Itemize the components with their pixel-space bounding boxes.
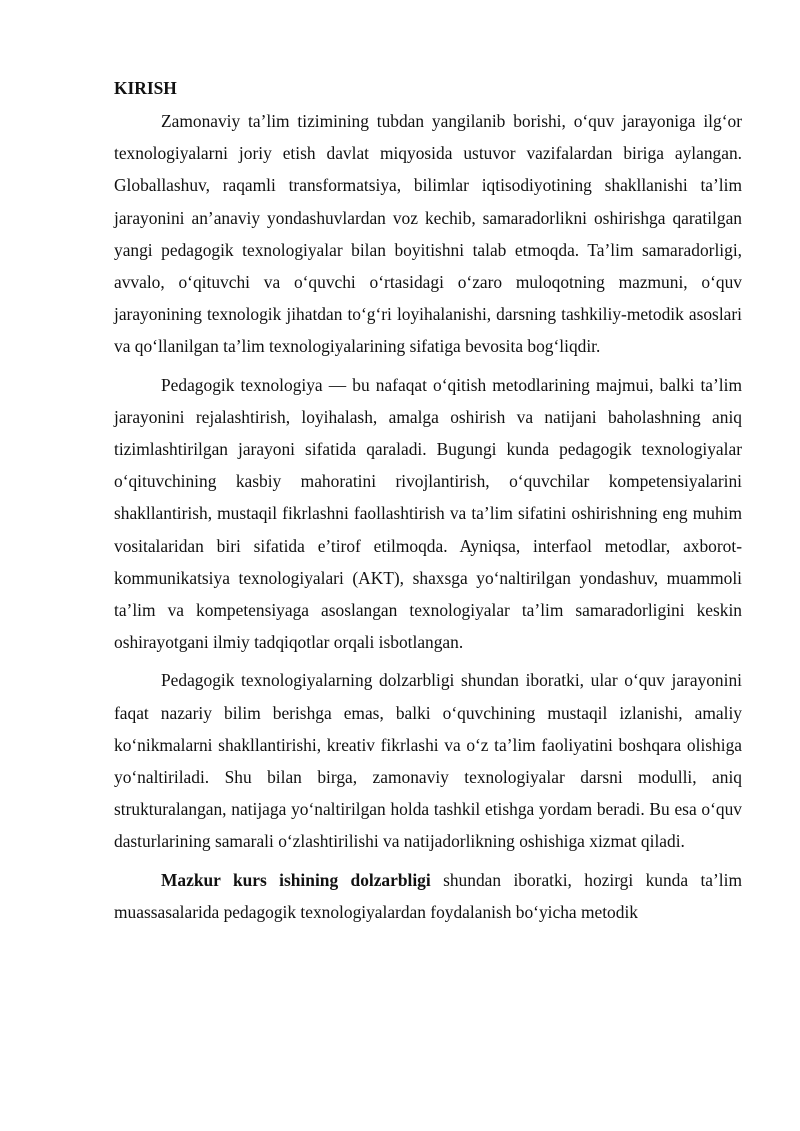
paragraph-4 xyxy=(114,864,742,928)
paragraph-4-lead: Mazkur kurs ishining dolzarbligi xyxy=(161,869,431,890)
paragraph-1-text: Zamonaviy ta’lim tizimining tubdan yangilanib borishi, o‘quv jarayoniga ilg‘or texnologiyalarni joriy etish davlat miqyosida ustuvor vazifalardan biriga aylangan. Globallashuv, raqamli transformatsiya, bilimlar iqtisodiyotining shakllanishi ta’lim jarayonini an’anaviy yondashuvlardan voz kechib, samaradorlikni oshirishga qaratilgan yangi pedagogik texnologiyalar bilan boyitishni talab etmoqda. Ta’lim samaradorligi, avvalo, o‘qituvchi va o‘quvchi o‘rtasidagi o‘zaro muloqotning mazmuni, o‘quv jarayonining texnologik jihatdan to‘g‘ri loyihalanishi, darsning tashkiliy-metodik asoslari va qo‘llanilgan ta’lim texnologiyalarining sifatiga bevosita bog‘liqdir. xyxy=(114,111,742,357)
paragraph-3-text: Pedagogik texnologiyalarning dolzarbligi shundan iboratki, ular o‘quv jarayonini faqat nazariy bilim berishga emas, balki o‘quvchining mustaqil izlanishi, amaliy ko‘nikmalarni shakllantirishi, kreativ fikrlashi va o‘z ta’lim faoliyatini boshqara olishiga yo‘naltiriladi. Shu bilan birga, zamonaviy texnologiyalar darsni modulli, aniq strukturalangan, natijaga yo‘naltirilgan holda tashkil etishga yordam beradi. Bu esa o‘quv dasturlarining samarali o‘zlashtirilishi va natijadorlikning oshishiga xizmat qiladi. xyxy=(114,670,742,852)
paragraph-3 xyxy=(114,664,742,857)
paragraph-4-text: shundan iboratki, hozirgi kunda ta’lim muassasalarida pedagogik texnologiyalardan foydalanish bo‘yicha metodik xyxy=(114,869,742,922)
paragraph-1 xyxy=(114,105,742,363)
document-body xyxy=(114,74,742,934)
paragraph-2-text: Pedagogik texnologiya — bu nafaqat o‘qitish metodlarining majmui, balki ta’lim jarayonini rejalashtirish, loyihalash, amalga oshirish va natijani baholashning aniq tizimlashtirilgan jarayoni sifatida qaraladi. Bugungi kunda pedagogik texnologiyalar o‘qituvchining kasbiy mahoratini rivojlantirish, o‘quvchilar kompetensiyalarini shakllantirish, mustaqil fikrlashni faollashtirish va ta’lim sifatini oshirishning eng muhim vositalaridan biri sifatida e’tirof etilmoqda. Ayniqsa, interfaol metodlar, axborot-kommunikatsiya texnologiyalari (AKT), shaxsga yo‘naltirilgan yondashuv, muammoli ta’lim va kompetensiyaga asoslangan texnologiyalar ta’lim samaradorligini keskin oshirayotgani ilmiy tadqiqotlar orqali isbotlangan. xyxy=(114,374,742,653)
paragraph-2 xyxy=(114,369,742,659)
section-heading: KIRISH xyxy=(114,78,177,98)
